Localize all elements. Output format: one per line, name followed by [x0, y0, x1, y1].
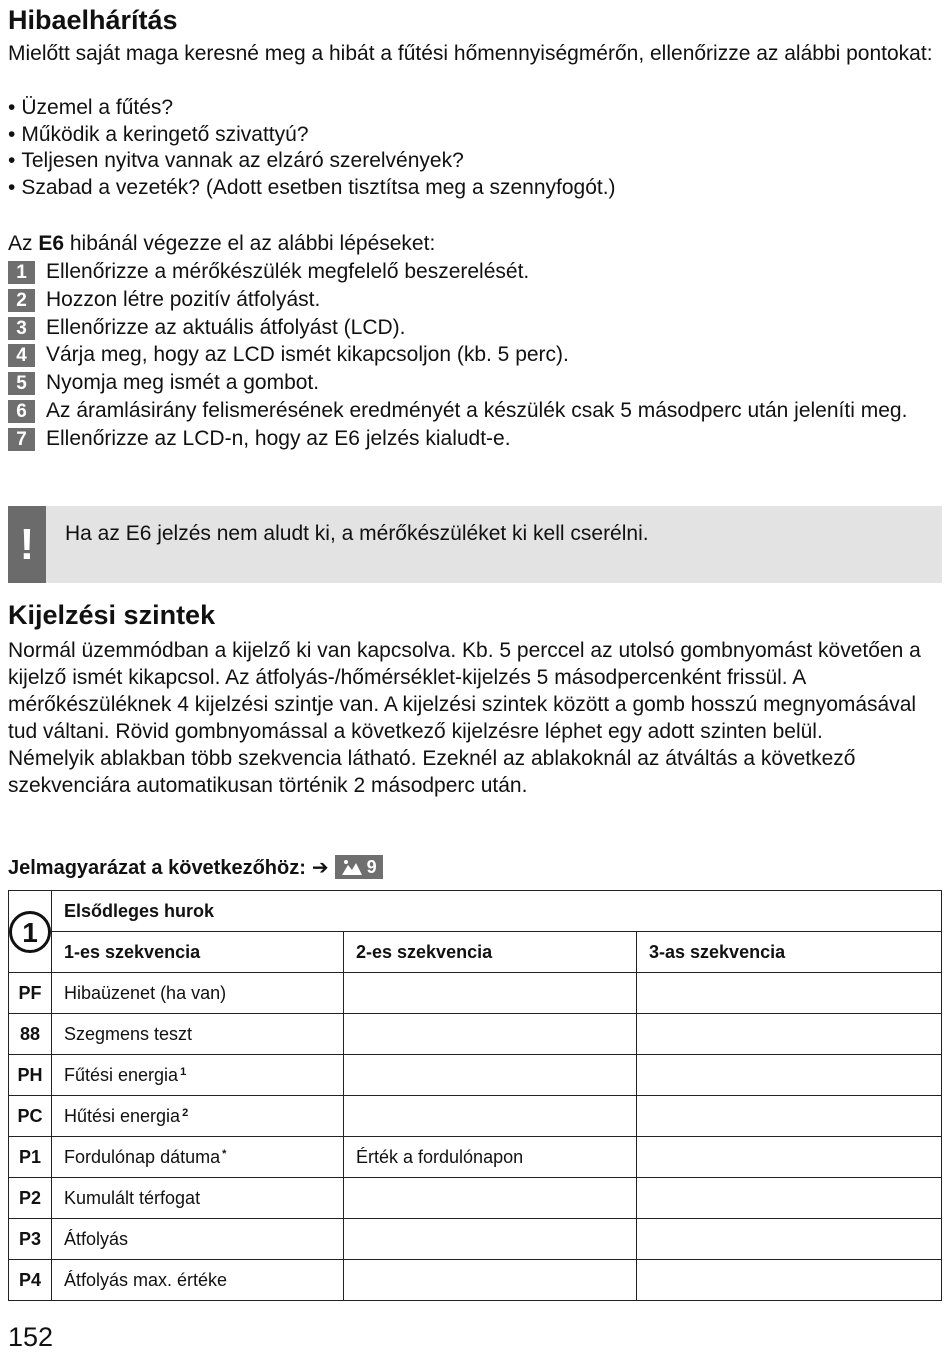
- row-code: P1: [9, 1137, 52, 1178]
- loop-number-cell: [9, 891, 52, 973]
- seq1-text: Átfolyás max. értéke: [64, 1269, 228, 1290]
- column-header: 2-es szekvencia: [344, 932, 637, 973]
- step-item: [8, 425, 938, 453]
- row-code: PH: [9, 1055, 52, 1096]
- e6-intro: [8, 230, 435, 257]
- seq3-cell: [637, 973, 942, 1014]
- display-levels-paragraph: Normál üzemmódban a kijelző ki van kapcsolva. Kb. 5 perccel az utolsó gombnyomást követően a kijelző ismét kikapcsol. Az átfolyás-/hőmérséklet-kijelzés 5 másodpercenként frissül. A mérőkészüléknek 4 kijelzési szintje van. A kijelzési szintek között a gomb hosszú megnyomásával tud váltani. Rövid gombnyomással a következő kijelzésre léphet egy adott szinten belül.: [8, 639, 921, 743]
- circled-number: 1: [9, 911, 51, 953]
- row-code: PF: [9, 973, 52, 1014]
- seq1-text: Fűtési energia: [64, 1064, 179, 1085]
- seq3-cell: [637, 1260, 942, 1301]
- step-text: Ellenőrizze a mérőkészülék megfelelő beszerelését.: [46, 260, 530, 283]
- seq3-cell: [637, 1014, 942, 1055]
- step-text: Hozzon létre pozitív átfolyást.: [46, 287, 321, 311]
- row-code: P4: [9, 1260, 52, 1301]
- step-number: 1: [8, 261, 35, 284]
- table-row: [9, 1096, 942, 1137]
- seq1-cell: [52, 1260, 344, 1301]
- row-code: P3: [9, 1219, 52, 1260]
- arrow-right-icon: ➔: [311, 857, 329, 879]
- seq3-cell: [637, 1137, 942, 1178]
- e6-code: E6: [38, 232, 65, 255]
- seq1-text: Szegmens teszt: [64, 1023, 193, 1044]
- seq2-cell: [344, 1178, 637, 1219]
- row-code: 88: [9, 1014, 52, 1055]
- seq2-cell: [344, 1260, 637, 1301]
- step-item: [8, 397, 938, 425]
- step-item: [8, 369, 938, 397]
- seq1-text: Átfolyás: [64, 1228, 129, 1249]
- display-levels-paragraph: Némelyik ablakban több szekvencia látható. Ezeknél az ablakoknál az átváltás a következő szekvenciára automatikusan történik 2 másodperc után.: [8, 747, 856, 797]
- check-item: • Teljesen nyitva vannak az elzáró szerelvények?: [8, 148, 616, 175]
- legend-table: [8, 890, 942, 1301]
- step-text: Várja meg, hogy az LCD ismét kikapcsoljon (kb. 5 perc).: [46, 343, 569, 367]
- step-text: Ellenőrizze az aktuális átfolyást (LCD).: [46, 315, 406, 339]
- seq1-cell: [52, 973, 344, 1014]
- table-row: [9, 1055, 942, 1096]
- step-number: 6: [8, 400, 35, 423]
- table-header-row: [9, 932, 942, 973]
- seq2-cell: [344, 973, 637, 1014]
- seq2-cell: Érték a fordulónapon: [344, 1137, 637, 1178]
- seq1-cell: [52, 1137, 344, 1178]
- figure-number: 9: [366, 857, 377, 877]
- display-levels-text: [8, 637, 938, 799]
- table-row: [9, 891, 942, 932]
- troubleshooting-intro: Mielőtt saját maga keresné meg a hibát a fűtési hőmennyiségmérőn, ellenőrizze az alábbi pontokat:: [8, 42, 933, 65]
- seq2-cell: [344, 1014, 637, 1055]
- table-row: [9, 1137, 942, 1178]
- seq1-text: Fordulónap dátuma: [64, 1146, 221, 1167]
- check-item: • Üzemel a fűtés?: [8, 95, 616, 122]
- table-row: [9, 1219, 942, 1260]
- check-list: [8, 95, 616, 201]
- step-text: Nyomja meg ismét a gombot.: [46, 371, 320, 395]
- legend-title-text: Jelmagyarázat a következőhöz:: [8, 857, 306, 879]
- seq3-cell: [637, 1055, 942, 1096]
- row-code: PC: [9, 1096, 52, 1137]
- column-header: 3-as szekvencia: [637, 932, 942, 973]
- seq2-cell: [344, 1055, 637, 1096]
- troubleshooting-heading: Hibaelhárítás: [8, 5, 178, 35]
- seq3-cell: [637, 1096, 942, 1137]
- step-number: 3: [8, 317, 35, 340]
- seq3-cell: [637, 1219, 942, 1260]
- step-number: 5: [8, 372, 35, 395]
- step-item: [8, 286, 938, 314]
- footnote-mark: 1: [180, 1065, 187, 1078]
- seq1-text: Kumulált térfogat: [64, 1187, 201, 1208]
- check-item: • Működik a keringető szivattyú?: [8, 122, 616, 149]
- seq1-cell: [52, 1055, 344, 1096]
- step-item: [8, 258, 938, 286]
- e6-intro-prefix: Az: [8, 232, 39, 255]
- seq3-cell: [637, 1178, 942, 1219]
- check-item: • Szabad a vezeték? (Adott esetben tisztítsa meg a szennyfogót.): [8, 175, 616, 202]
- column-header: 1-es szekvencia: [52, 932, 344, 973]
- table-row: [9, 1178, 942, 1219]
- e6-intro-suffix: hibánál végezze el az alábbi lépéseket:: [64, 232, 436, 255]
- table-row: [9, 1014, 942, 1055]
- figure-reference[interactable]: [335, 855, 383, 879]
- footnote-mark: *: [222, 1147, 227, 1160]
- warning-note-text: Ha az E6 jelzés nem aludt ki, a mérőkészüléket ki kell cserélni.: [65, 522, 649, 545]
- row-code: P2: [9, 1178, 52, 1219]
- step-item: [8, 314, 938, 342]
- exclamation-icon: !: [8, 506, 46, 583]
- page-number: 152: [8, 1322, 54, 1352]
- step-number: 7: [8, 428, 35, 451]
- step-text: Az áramlásirány felismerésének eredményét a készülék csak 5 másodperc után jeleníti meg.: [46, 398, 908, 422]
- warning-note: [8, 506, 942, 583]
- seq1-text: Hűtési energia: [64, 1105, 181, 1126]
- image-icon: [341, 858, 363, 876]
- seq2-cell: [344, 1219, 637, 1260]
- seq1-cell: [52, 1178, 344, 1219]
- e6-steps: [8, 258, 938, 453]
- seq1-cell: [52, 1219, 344, 1260]
- step-number: 2: [8, 289, 35, 312]
- footnote-mark: 2: [182, 1106, 189, 1119]
- seq1-cell: [52, 1014, 344, 1055]
- legend-title: [8, 854, 383, 882]
- seq1-text: Hibaüzenet (ha van): [64, 982, 227, 1003]
- seq1-cell: [52, 1096, 344, 1137]
- display-levels-heading: Kijelzési szintek: [8, 600, 216, 630]
- table-row: [9, 973, 942, 1014]
- step-number: 4: [8, 344, 35, 367]
- step-item: [8, 341, 938, 369]
- step-text: Ellenőrizze az LCD-n, hogy az E6 jelzés kialudt-e.: [46, 426, 511, 450]
- loop-title: Elsődleges hurok: [52, 891, 942, 932]
- table-row: [9, 1260, 942, 1301]
- seq2-cell: [344, 1096, 637, 1137]
